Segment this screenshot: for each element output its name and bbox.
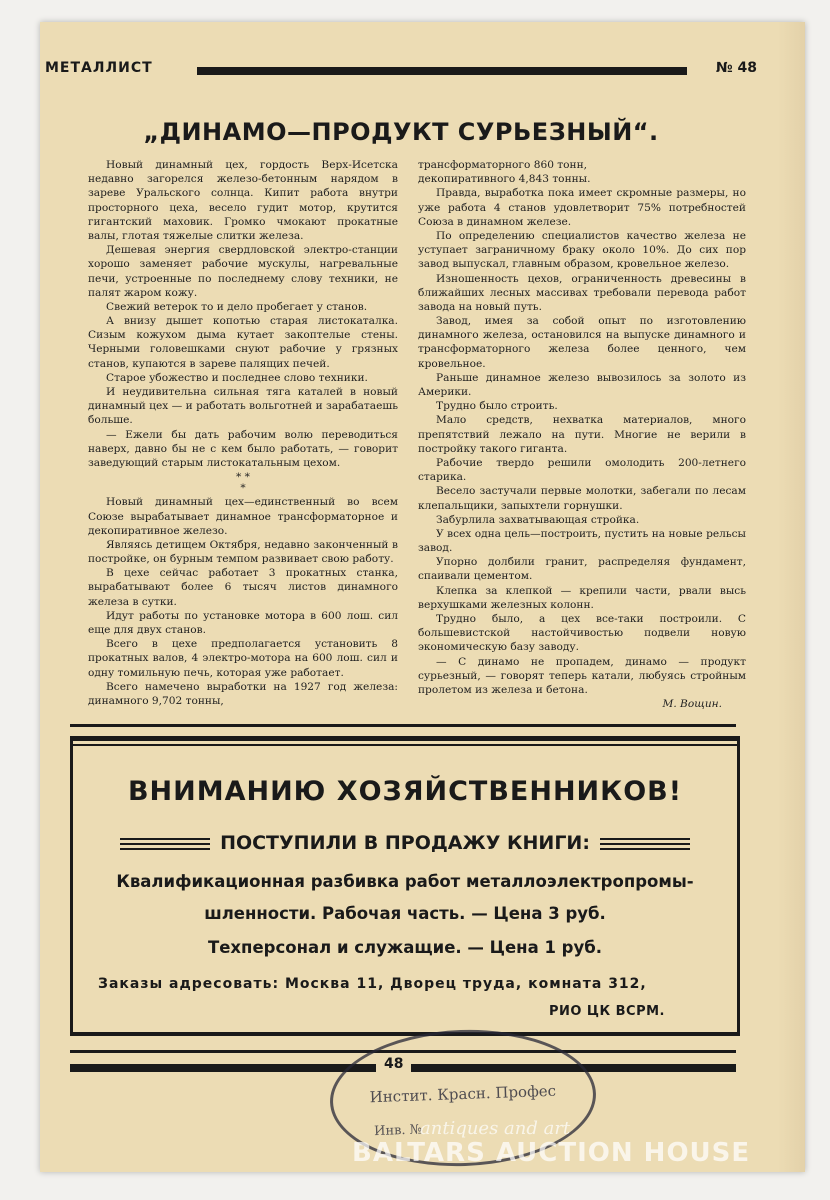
right-paragraph: Весело застучали первые молотки, забегали по лесам клепальщики, запыхтели горнушки. (418, 485, 746, 512)
right-paragraph: — С динамо не пропадем, динамо — продукт сурьезный, — говорят теперь катали, любуясь стройным пролетом из железа и бетона. (418, 655, 746, 696)
page-number: 48 (376, 1056, 411, 1072)
right-paragraph: Мало средств, нехватка материалов, много препятствий лежало на пути. Многие не верили в постройку такого гиганта. (418, 414, 746, 455)
right-paragraph: Забурлила захватывающая стройка. (436, 513, 640, 526)
ad-frame-bottom (70, 1032, 740, 1036)
watermark-brand: BALTARS AUCTION HOUSE (352, 1138, 751, 1168)
stamp-text: Инстит. Красн. Профес (369, 1081, 557, 1107)
left-paragraph: Идут работы по установке мотора в 600 лош. сил еще для двух станов. (88, 609, 398, 636)
book1-line1: Квалификационная разбивка работ металлоэлектропромы- (116, 872, 694, 891)
right-paragraph: Раньше динамное железо вывозилось за золото из Америки. (418, 371, 746, 398)
right-paragraph: трансформаторного 860 тонн, (418, 159, 588, 171)
article-left-column (88, 158, 398, 708)
section-stars: * * * (236, 471, 250, 494)
page-header (45, 58, 757, 82)
right-paragraph: Завод, имея за собой опыт по изготовлению динамного железа, остановился на выпуске динамного и трансформаторного железа более ценного, чем кровельное. (418, 315, 746, 370)
left-paragraph: Новый динамный цех, гордость Верх-Исетска недавно загорелся железо-бетонным нарядом в зареве Уральского солнца. Кипит работа внутри просторного цеха, весело гудит мотор, крутится гигантский маховик. Громко чмокают прокатные валы, глотая тяжелые слитки железа. (88, 159, 398, 242)
orders-address: Заказы адресовать: Москва 11, Дворец труда, комната 312, (98, 976, 647, 992)
left-paragraph: И неудивительна сильная тяга каталей в новый динамный цех — и работать вольготней и зарабатаешь больше. (88, 386, 398, 427)
header-rule (197, 67, 687, 75)
left-paragraph: — Ежели бы дать рабочим волю переводиться наверх, давно бы не с кем было работать, — говорит заведующий старым листокатальным цехом. (88, 428, 398, 469)
right-paragraph: У всех одна цель—построить, пустить на новые рельсы завод. (418, 527, 746, 555)
right-paragraph: декопиративного 4,843 тонны. (418, 173, 591, 186)
right-paragraph: По определению специалистов качество железа не уступает заграничному браку около 10%. До сих пор завод выпускал, главным образом, кровельное железо. (418, 229, 746, 271)
right-paragraph: Изношенность цехов, ограниченность древесины в ближайших лесных массивах требовали перевода работ завода на новый путь. (418, 272, 746, 313)
ad-frame-top-thin (70, 744, 740, 746)
book2: Техперсонал и служащие. — Цена 1 руб. (207, 938, 603, 957)
ad-headline: ВНИМАНИЮ ХОЗЯЙСТВЕННИКОВ! (127, 776, 683, 807)
left-paragraph: Старое убожество и последнее слово техники. (106, 371, 368, 384)
left-paragraph: Являясь детищем Октября, недавно законченный в постройке, он бурным темпом развивает свою работу. (88, 538, 398, 566)
left-paragraph: Новый динамный цех—единственный во всем Союзе вырабатывает динамное трансформаторное и декопиративное железо. (88, 496, 398, 537)
right-paragraph: Трудно было, а цех все-таки построили. С большевистской настойчивостью подвели новую экономическую базу заводу. (418, 613, 746, 654)
author-signature: М. Вощин. (662, 698, 722, 711)
right-paragraph: Трудно было строить. (436, 400, 558, 413)
right-paragraph: Клепка за клепкой — крепили части, рвали высь верхушками железных колонн. (418, 584, 746, 611)
left-paragraph: Всего в цехе предполагается установить 8 прокатных валов, 4 электро-мотора на 600 лош. сил и одну томильную печь, которая уже работает. (88, 638, 398, 679)
book1-line2: шленности. Рабочая часть. — Цена 3 руб. (204, 904, 606, 923)
ad-subheadline: ПОСТУПИЛИ В ПРОДАЖУ КНИГИ: (220, 832, 590, 854)
watermark-tagline: antiques and art (420, 1118, 571, 1139)
ad-subheadline-row (120, 832, 690, 858)
right-paragraph: Правда, выработка пока имеет скромные размеры, но уже работа 4 станов удовлетворит 75% потребностей Союза в динамном железе. (418, 187, 746, 228)
section-divider (70, 724, 736, 727)
stamp-text-2: Инв. № (373, 1122, 423, 1140)
stripes-left (120, 838, 210, 852)
book-advertisement (70, 736, 740, 1036)
left-paragraph: В цехе сейчас работает 3 прокатных станка, вырабатывают более 6 тысяч листов динамного железа в сутки. (88, 567, 398, 608)
left-paragraph: А внизу дышет копотью старая листокаталка. Сизым кожухом дыма кутает закоптелые стены. Черными головешками снуют рабочие у грязных станов, купаются в зареве палящих печей. (88, 315, 398, 370)
article-right-column (418, 158, 746, 711)
stripes-right (600, 838, 690, 852)
left-paragraph: Всего намечено выработки на 1927 год железа: динамного 9,702 тонны, (88, 680, 398, 707)
right-paragraph: Упорно долбили гранит, распределяя фундамент, спаивали цементом. (418, 556, 746, 583)
ad-frame-top (70, 736, 740, 741)
publisher: РИО ЦК ВСРМ. (548, 1004, 665, 1019)
issue-number: № 48 (715, 60, 757, 76)
left-paragraph: Дешевая энергия свердловской электро-станции хорошо заменяет рабочие мускулы, нагревальные печи, устроенные по последнему слову техники, не палят жаром кожу. (88, 244, 398, 299)
article-title: „ДИНАМО—ПРОДУКТ СУРЬЕЗНЫЙ“. (143, 118, 659, 146)
left-paragraph: Свежий ветерок то и дело пробегает у станов. (106, 300, 368, 313)
right-paragraph: Рабочие твердо решили омолодить 200-летнего старика. (418, 456, 746, 484)
magazine-title: МЕТАЛЛИСТ (45, 60, 153, 76)
